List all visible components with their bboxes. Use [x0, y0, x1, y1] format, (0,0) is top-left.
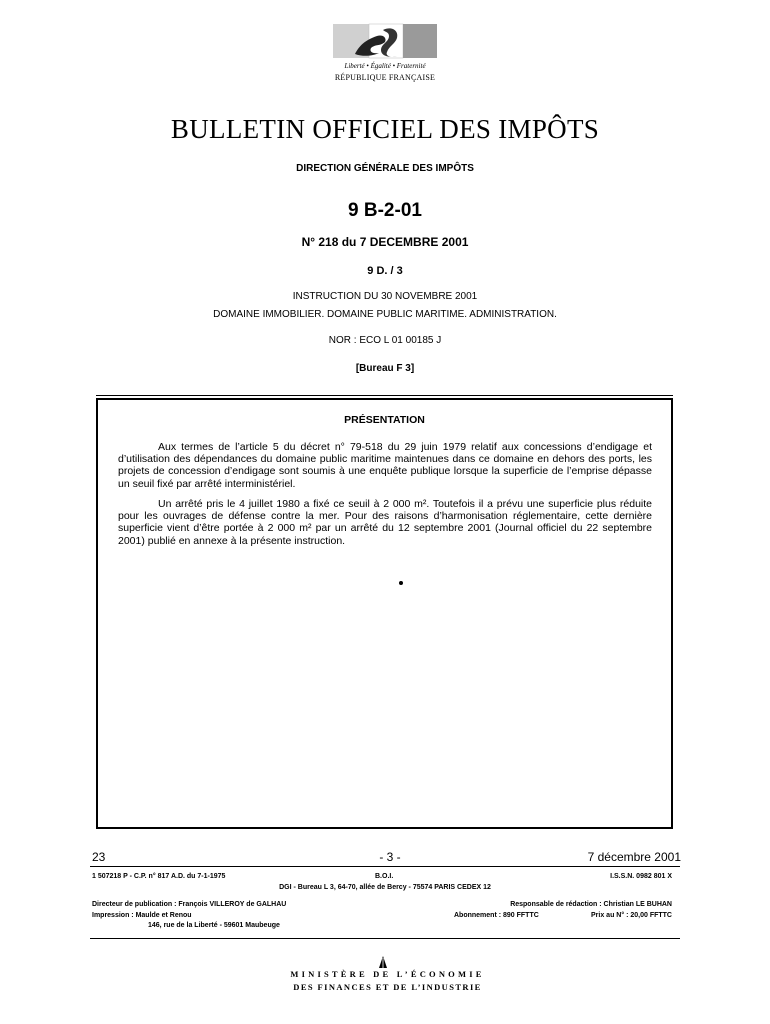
republique-francaise-label: RÉPUBLIQUE FRANÇAISE: [334, 73, 436, 82]
nor-reference: NOR : ECO L 01 00185 J: [328, 335, 442, 346]
bulletin-title: BULLETIN OFFICIEL DES IMPÔTS: [170, 114, 600, 144]
footer-left-number: 23: [92, 850, 106, 864]
issue-price: Prix au N° : 20,00 FFTTC: [591, 912, 672, 919]
boi-label: B.O.I.: [375, 873, 394, 880]
presentation-paragraph-2: Un arrêté pris le 4 juillet 1980 a fixé ce seuil à 2 000 m². Toutefois il a prévu une superficie plus réduite pour les ouvrages de défense contre la mer. Pour des raisons d’harmonisation réglementaire, cette dernière superficie vient d’être portée à 2 000 m² par un arrêté du 12 septembre 2001 (Journal officiel du 22 septembre 2001) publié en annexe à la présente instruction.: [118, 498, 652, 547]
printer: Impression : Maulde et Renou: [92, 912, 192, 919]
publication-director: Directeur de publication : François VILLEROY de GALHAU: [92, 901, 287, 908]
bullet-dot: [399, 581, 403, 585]
printer-address: 146, rue de la Liberté - 59601 Maubeuge: [148, 922, 280, 929]
dgi-address: DGI - Bureau L 3, 64-70, allée de Bercy - 75574 PARIS CEDEX 12: [279, 884, 491, 891]
editor-in-chief: Responsable de rédaction : Christian LE BUHAN: [510, 901, 672, 908]
presentation-paragraph-1: Aux termes de l’article 5 du décret n° 79-518 du 29 juin 1979 relatif aux concessions d’endigage et d’utilisation des dépendances du domaine public maritime maintenues dans ce domaine en dehors des ports, les projets de concession d’endigage sont soumis à une enquête publique lorsque la superficie de l’emprise dépasse un seuil fixé par arrêté interministériel.: [118, 441, 652, 490]
series-code: 9 D. / 3: [367, 265, 403, 277]
issn-label: I.S.S.N. 0982 801 X: [610, 873, 672, 880]
instruction-date: INSTRUCTION DU 30 NOVEMBRE 2001: [292, 291, 478, 302]
bulletin-code: 9 B-2-01: [348, 200, 422, 221]
bureau-label: [Bureau F 3]: [355, 363, 415, 374]
ministry-name-line-2: DES FINANCES ET DE L’INDUSTRIE: [293, 982, 482, 992]
ministry-logo-icon: [376, 956, 390, 968]
domain-subjects: DOMAINE IMMOBILIER. DOMAINE PUBLIC MARITIME. ADMINISTRATION.: [213, 309, 557, 320]
subscription-price: Abonnement : 890 FFTTC: [454, 912, 539, 919]
publication-info-box: [90, 866, 680, 939]
page-number: - 3 -: [379, 850, 401, 864]
presentation-title: PRÉSENTATION: [344, 414, 425, 426]
presentation-box: [96, 398, 673, 829]
republic-motto: Liberté • Égalité • Fraternité: [344, 62, 426, 70]
bulletin-number: N° 218 du 7 DECEMBRE 2001: [301, 235, 469, 249]
ministry-name-line-1: MINISTÈRE DE L’ÉCONOMIE: [290, 969, 485, 979]
reference-code: 1 507218 P - C.P. n° 817 A.D. du 7-1-1975: [92, 873, 226, 880]
footer-date: 7 décembre 2001: [587, 850, 681, 864]
direction-label: DIRECTION GÉNÉRALE DES IMPÔTS: [296, 163, 474, 174]
